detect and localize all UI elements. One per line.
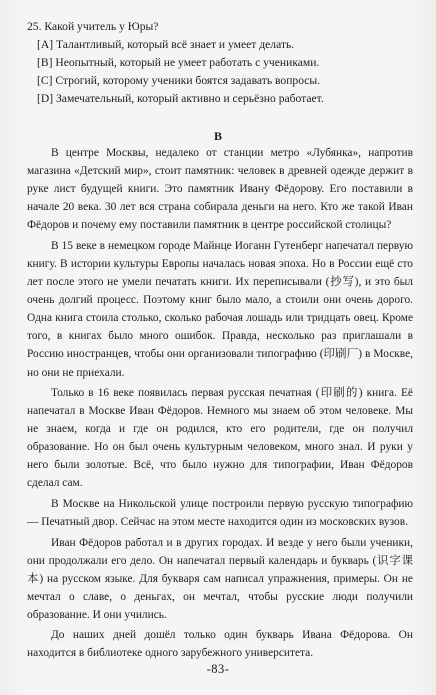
reading-text: [27, 144, 413, 665]
paragraph-5: Иван Фёдоров работал и в других городах. И везде у него были ученики, они продолжали его дело. Он напечатал первый календарь и букварь (识字课本) на русском языке. Для букваря сам написал упражнения, примеры. Он не мечтал о славе, о деньгах, он мечтал, чтобы русские люди получили образование. И они учились.: [27, 536, 413, 621]
paragraph-4: В Москве на Никольской улице построили первую русскую типографию — Печатный двор. Сейчас на этом месте находится один из московских вузов.: [27, 497, 413, 529]
question-block: [27, 18, 417, 108]
option-a: [A] Талантливый, который всё знает и умеет делать.: [37, 38, 295, 51]
paragraph-6: До наших дней дошёл только один букварь Ивана Фёдорова. Он находится в библиотеке одного зарубежного университета.: [27, 629, 413, 660]
question-title: 25. Какой учитель у Юры?: [27, 20, 159, 33]
paragraph-3: Только в 16 веке появилась первая русская печатная (印刷的) книга. Её напечатал в Москве Иван Фёдоров. Немного мы знаем об этом человеке. Мы не знаем, когда и где он родился, кто его родители, где он получил образование. Но он был очень культурным человеком, много знал. И руки у него были золотые. Всё, что было нужно для типографии, Иван Фёдоров сделал сам.: [27, 387, 413, 490]
option-b: [B] Неопытный, который не умеет работать с учениками.: [37, 56, 320, 69]
option-c: [C] Строгий, которому ученики боятся задавать вопросы.: [37, 74, 321, 87]
section-heading: B: [213, 129, 222, 143]
option-d: [D] Замечательный, который активно и серьёзно работает.: [37, 92, 324, 105]
paragraph-2: В 15 веке в немецком городе Майнце Иоганн Гутенберг напечатал первую книгу. В истории культуры Европы началась новая эпоха. Но в России ещё сто лет после этого не умели печатать книги. Их переписывали (抄写), и это был очень долгий процесс. Поэтому книг было мало, а стоили они очень дорого. Одна книга стоила столько, сколько рабочая лошадь или тридцать овец. Кроме того, в книгах было много ошибок. Правда, несколько раз приглашали в Россию иностранцев, чтобы они организовали типографию (印刷厂) в Москве, но они не приехали.: [27, 239, 413, 379]
paragraph-1: В центре Москвы, недалеко от станции метро «Лубянка», напротив магазина «Детский мир», стоит памятник: человек в древней одежде держит в руке лист будущей книги. Это памятник Ивану Фёдорову. Его поставили в начале 20 века. 30 лет вся страна собирала деньги на него. Кто же такой Иван Фёдоров и почему ему поставили памятник в центре российской столицы?: [27, 147, 413, 232]
page-number: -83-: [206, 662, 230, 676]
